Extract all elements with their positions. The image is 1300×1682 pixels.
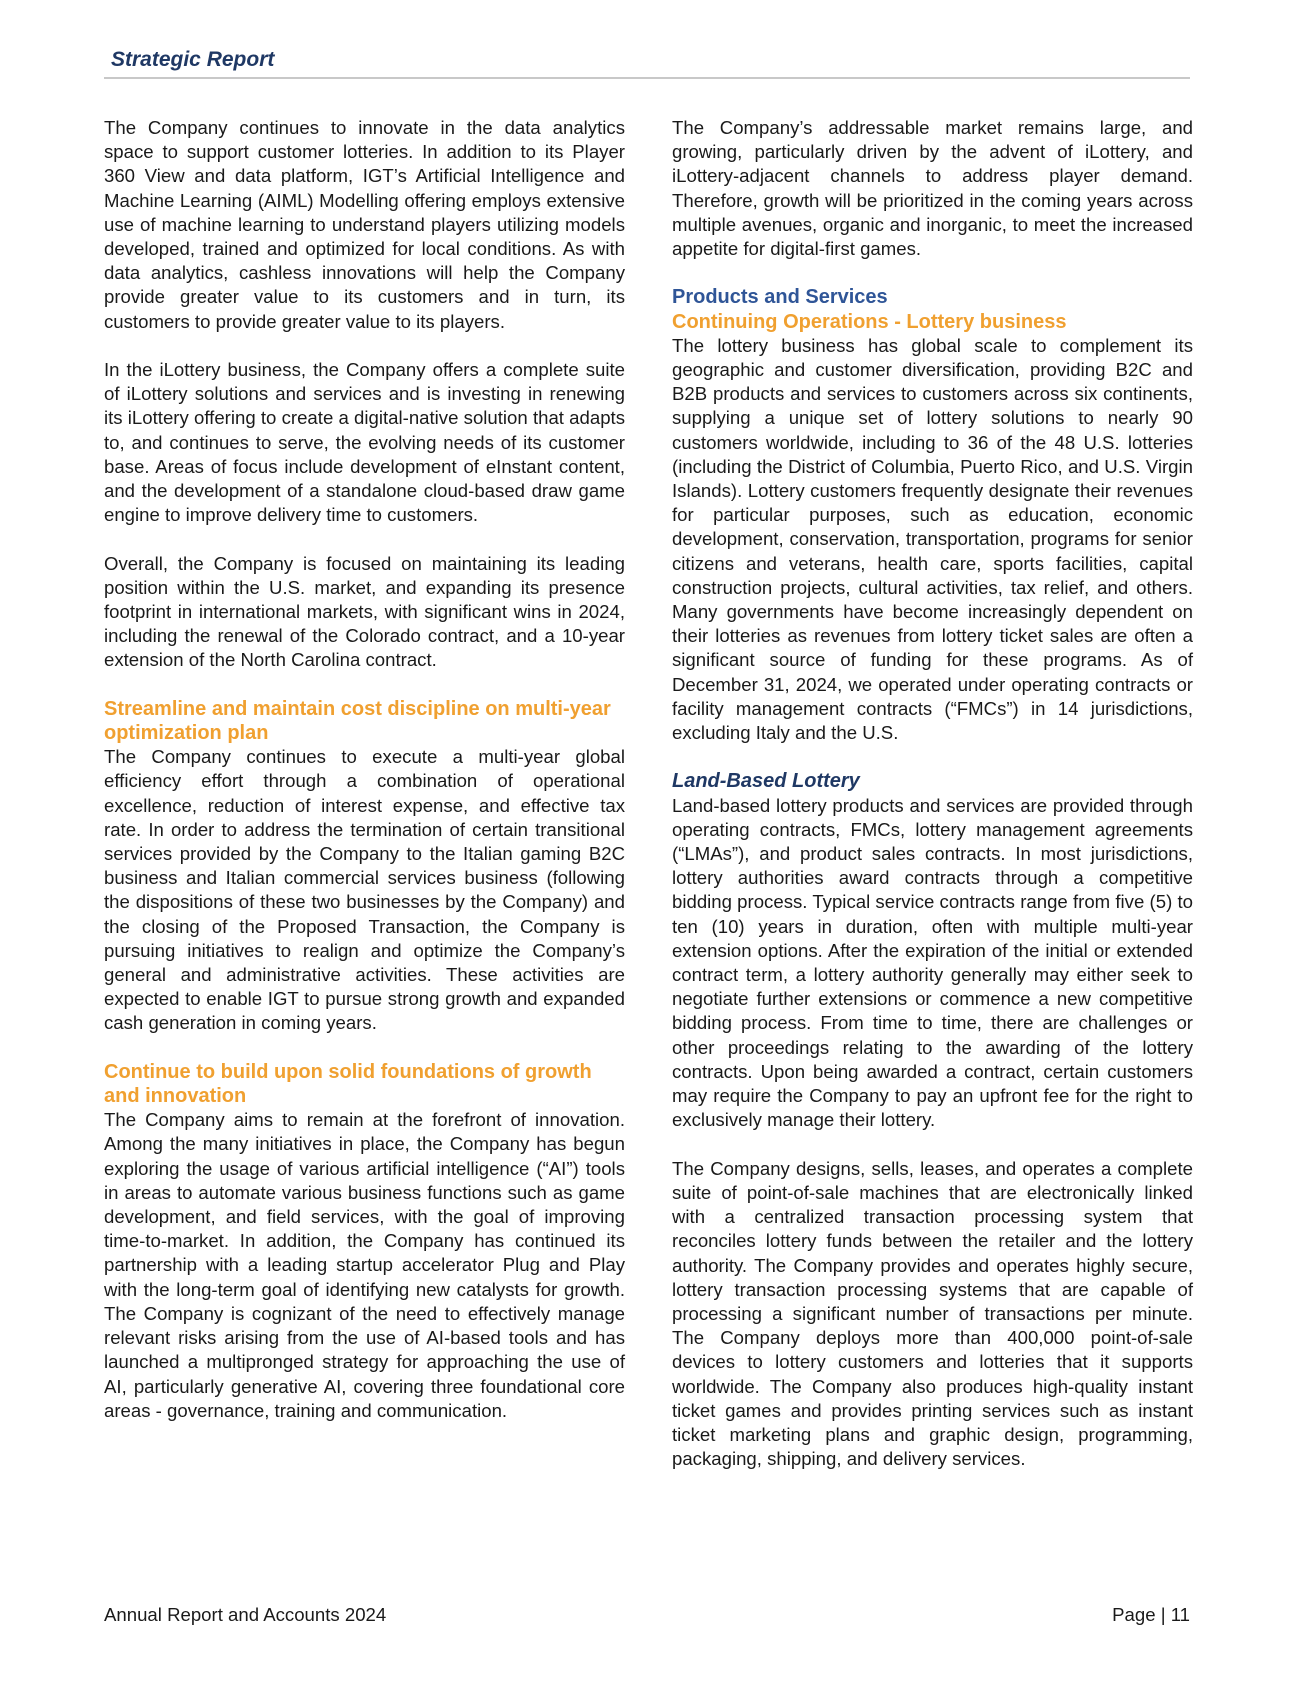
paragraph-data-analytics: The Company continues to innovate in the data analytics space to support customer lotteries. In addition to its Player 360 View and data platform, IGT’s Artificial Intelligence and Machine Learning (AIML) Modelling offering employs extensive use of machine learning to understand players utilizing models developed, trained and optimized for local conditions. As with data analytics, cashless innovations will help the Company provide greater value to its customers and in turn, its customers to provide greater value to its players. xyxy=(104,117,625,332)
paragraph-innovation: The Company aims to remain at the forefront of innovation. Among the many initiatives in place, the Company has begun exploring the usage of various artificial intelligence (“AI”) tools in areas to automate various business functions such as game development, and field services, with the goal of improving time-to-market. In addition, the Company has continued its partnership with a leading startup accelerator Plug and Play with the long-term goal of identifying new catalysts for growth. The Company is cognizant of the need to effectively manage relevant risks arising from the use of AI-based tools and has launched a multipronged strategy for approaching the use of AI, particularly generative AI, covering three foundational core areas - governance, training and communication. xyxy=(104,1109,625,1421)
heading-land-based-lottery: Land-Based Lottery xyxy=(672,770,860,793)
footer-report-title: Annual Report and Accounts 2024 xyxy=(104,1604,387,1625)
right-column xyxy=(672,116,1193,1471)
paragraph-overall: Overall, the Company is focused on maintaining its leading position within the U.S. market, and expanding its presence footprint in international markets, with significant wins in 2024, including the renewal of the Colorado contract, and a 10-year extension of the North Carolina contract. xyxy=(104,552,625,671)
heading-cost-discipline: Streamline and maintain cost discipline on multi-year optimization plan xyxy=(104,697,611,745)
left-column xyxy=(104,116,625,1423)
paragraph-efficiency: The Company continues to execute a multi-year global efficiency effort through a combination of operational excellence, reduction of interest expense, and effective tax rate. In order to address the termination of certain transitional services provided by the Company to the Italian gaming B2C business and Italian commercial services business (following the dispositions of these two businesses by the Company) and the closing of the Proposed Transaction, the Company is pursuing initiatives to realign and optimize the Company’s general and administrative activities. These activities are expected to enable IGT to pursue strong growth and expanded cash generation in coming years. xyxy=(104,746,625,1034)
section-title: Strategic Report xyxy=(111,48,275,71)
page-number: Page | 11 xyxy=(1112,1604,1190,1625)
paragraph-addressable-market: The Company’s addressable market remains large, and growing, particularly driven by the advent of iLottery, and iLottery-adjacent channels to address player demand. Therefore, growth will be prioritized in the coming years across multiple avenues, organic and inorganic, to meet the increased appetite for digital-first games. xyxy=(672,117,1193,260)
heading-products-services: Products and Services xyxy=(672,286,888,309)
header-divider xyxy=(104,77,1190,79)
paragraph-point-of-sale: The Company designs, sells, leases, and operates a complete suite of point-of-sale machines that are electronically linked with a centralized transaction processing system that reconciles lottery funds between the retailer and the lottery authority. The Company provides and operates highly secure, lottery transaction processing systems that are capable of processing a significant number of transactions per minute. The Company deploys more than 400,000 point-of-sale devices to lottery customers and lotteries that it supports worldwide. The Company also produces high-quality instant ticket games and provides printing services such as instant ticket marketing plans and graphic design, programming, packaging, shipping, and delivery services. xyxy=(672,1157,1193,1470)
paragraph-lottery-business: The lottery business has global scale to complement its geographic and customer diversification, providing B2C and B2B products and services to customers across six continents, supplying a unique set of lottery solutions to nearly 90 customers worldwide, including to 36 of the 48 U.S. lotteries (including the District of Columbia, Puerto Rico, and U.S. Virgin Islands). Lottery customers frequently designate their revenues for particular purposes, such as education, economic development, conservation, transportation, programs for senior citizens and veterans, health care, sports facilities, capital construction projects, cultural activities, tax relief, and others. Many governments have become increasingly dependent on their lotteries as revenues from lottery ticket sales are often a significant source of funding for these programs. As of December 31, 2024, we operated under operating contracts or facility management contracts (“FMCs”) in 14 jurisdictions, excluding Italy and the U.S. xyxy=(672,334,1193,744)
paragraph-land-based: Land-based lottery products and services are provided through operating contracts, FMCs, lottery management agreements (“LMAs”), and product sales contracts. In most jurisdictions, lottery authorities award contracts through a competitive bidding process. Typical service contracts range from five (5) to ten (10) years in duration, often with multiple multi-year extension options. After the expiration of the initial or extended contract term, a lottery authority generally may either seek to negotiate further extensions or commence a new competitive bidding process. From time to time, there are challenges or other proceedings relating to the awarding of the lottery contracts. Upon being awarded a contract, certain customers may require the Company to pay an upfront fee for the right to exclusively manage their lottery. xyxy=(672,794,1193,1131)
heading-growth-innovation: Continue to build upon solid foundations of growth and innovation xyxy=(104,1060,592,1108)
heading-lottery-business: Continuing Operations - Lottery business xyxy=(672,310,1067,333)
paragraph-ilottery: In the iLottery business, the Company offers a complete suite of iLottery solutions and services and is investing in renewing its iLottery offering to create a digital-native solution that adapts to, and continues to serve, the evolving needs of its customer base. Areas of focus include development of eInstant content, and the development of a standalone cloud-based draw game engine to improve delivery time to customers. xyxy=(104,359,625,526)
